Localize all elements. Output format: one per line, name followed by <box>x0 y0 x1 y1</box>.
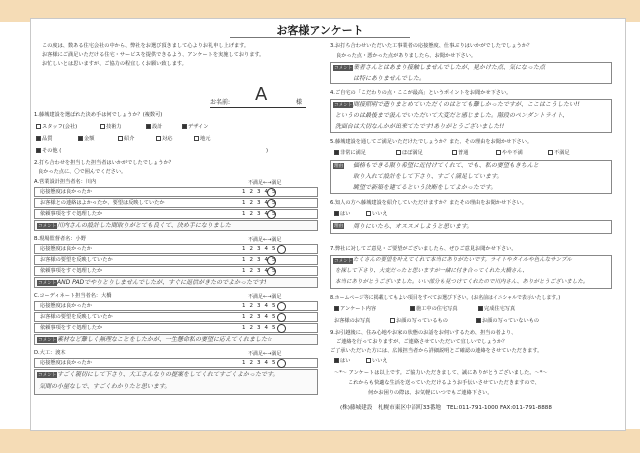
checkbox-icon <box>100 124 105 129</box>
checkbox-checked-icon <box>78 136 83 141</box>
q5-opt-normal[interactable]: 普通 <box>452 150 468 156</box>
selected-circle-icon <box>277 302 286 311</box>
q7-question: 7.弊社に対してご意見・ご要望がございましたら、ぜひご意見お聞かせ下さい。 <box>330 246 517 252</box>
selected-circle-icon <box>267 256 276 265</box>
name-underline <box>210 107 306 108</box>
section-a-scale: 不満足←→満足 <box>248 180 282 186</box>
checkbox-icon <box>366 211 371 216</box>
section-b-person: 小野 <box>75 236 86 242</box>
q5-reason-box: 理由 価格もできる限り希望に近付けてくれて、でも、私の要望もきちんと 取り入れて設計をして下さり、すごく満足しています。 眺望で新築を建てるという決断をしてよかったです。 <box>330 160 612 194</box>
section-b-row-3: 依頼事項をすぐ処理したか 12345 <box>34 266 318 276</box>
section-a-person: 川内 <box>85 179 97 185</box>
name-suffix: 様 <box>296 99 303 106</box>
q8-opt-construction[interactable]: 施工中の住宅写真 <box>410 306 458 312</box>
checkbox-icon <box>194 136 199 141</box>
section-a-label: A.営業設計担当者名： <box>34 179 86 185</box>
checkbox-checked-icon <box>478 306 483 311</box>
q9-opt-no[interactable]: いいえ <box>366 358 388 364</box>
q4-comment-box: コメント 間接照明で造りまとめていただくのはとても難しかったですが、ここはこうしたい!! というのは最後まで汲んでいただいて大変だと感じました。階段のペンダントライト、 洗面台は大切なんかが出来てたです!ありがとうございました!! <box>330 99 612 133</box>
section-c-label: C.コーディネート担当者名： <box>34 293 102 299</box>
q1-other-close: ) <box>266 148 269 154</box>
selected-circle-icon <box>277 324 286 333</box>
checkbox-icon <box>366 358 371 363</box>
q6-reason-box: 理由 周りにいたら、オススメしようと思います。 <box>330 220 612 234</box>
q8-photo-face[interactable]: お顔の写っているもの <box>390 318 448 324</box>
section-d-row-1: 応接態度は良かったか 12345 <box>34 358 318 368</box>
checkbox-checked-icon <box>334 211 339 216</box>
checkbox-icon <box>452 150 457 155</box>
section-c-person: 大橋 <box>101 293 112 299</box>
title-underline <box>230 37 410 38</box>
q1-option-local[interactable]: 地元 <box>194 136 210 142</box>
selected-circle-icon <box>267 267 276 276</box>
checkbox-icon <box>548 150 553 155</box>
q8-photo-noface[interactable]: お顔の写っていないもの <box>476 318 539 324</box>
checkbox-checked-icon <box>182 124 187 129</box>
section-b-row-2: お客様の要望を反映していたか 12345 <box>34 255 318 265</box>
q1-option-price[interactable]: 金額 <box>78 136 94 142</box>
section-b-comment: コメント AND PADでやりとりしませんでしたが、すぐに返信がきたのでよかったです! <box>34 277 318 288</box>
name-value: A <box>255 84 268 105</box>
section-c-comment: コメント 素材など難しく無理なことをしたかが、一生懸命私の要望に応えてくれました☆ <box>34 334 318 345</box>
q6-question: 6.知人の方へ藤城建設を紹介していただけますか？またその理由をお聞かせ下さい。 <box>330 200 527 206</box>
intro-line-2: お客様にご満足いただける住宅・サービスを提供できるよう、アンケートを実施しております。 <box>42 52 265 58</box>
q1-option-quality[interactable]: 品質 <box>36 136 52 142</box>
q5-opt-unsatisfied[interactable]: 不満足 <box>548 150 570 156</box>
q5-opt-very[interactable]: 非常に満足 <box>334 150 366 156</box>
checkbox-icon <box>496 150 501 155</box>
q5-opt-mostly[interactable]: ほぼ満足 <box>396 150 423 156</box>
selected-circle-icon <box>267 188 276 197</box>
q9-opt-yes[interactable]: はい <box>334 358 350 364</box>
q7-comment-box: コメント たくさんの要望を叶えてくれて本当にありがたいです。ライトやタイルや色んなサンプル を探して下さり、大変だったと思いますが一緒に付き合ってくれた大橋さん、 本当にありがとうございました。いい部分も見つけてくれたので川内さん、ありがとうございました。 <box>330 255 612 289</box>
selected-circle-icon <box>277 359 286 368</box>
checkbox-checked-icon <box>334 358 339 363</box>
q1-option-tech[interactable]: 技術力 <box>100 124 122 130</box>
q5-question: 5.藤城建設を通してご満足いただけたでしょうか？また、その理由をお聞かせ下さい。 <box>330 139 533 145</box>
intro-line-3: お忙しいとは思いますが、ご協力の程宜しくお願い致します。 <box>42 61 187 67</box>
page-title: お客様アンケート <box>276 24 364 37</box>
q6-opt-no[interactable]: いいえ <box>366 211 388 217</box>
selected-circle-icon <box>267 199 276 208</box>
section-c-scale: 不満足←→満足 <box>248 294 282 300</box>
q8-opt-completed[interactable]: 完成住宅写真 <box>478 306 515 312</box>
q9-line2: ご連絡を行っておりますが、ご連絡させていただいて宜しいでしょうか？ <box>336 339 508 345</box>
section-c-row-1: 応接態度は良かったか 12345 <box>34 301 318 311</box>
section-b-scale: 不満足←→満足 <box>248 237 282 243</box>
footer-line3: 何かお困りの際は、お気軽にいつでもご連絡下さい。 <box>368 390 493 396</box>
q4-question: 4.ご自宅の「こだわりの点・ここが最高」というポイントをお聞かせ下さい。 <box>330 90 512 96</box>
q1-option-style[interactable]: デザイン <box>182 124 208 130</box>
selected-circle-icon <box>277 245 286 254</box>
section-b-row-1: 応接態度は良かったか 12345 <box>34 244 318 254</box>
q8-photo-label: お客様のお写真 <box>334 318 371 324</box>
section-d-label: D.大工： <box>34 350 56 356</box>
q1-option-design[interactable]: 設計 <box>146 124 162 130</box>
checkbox-icon <box>118 136 123 141</box>
checkbox-checked-icon <box>36 148 41 153</box>
q3-comment-box: コメント 業者さんとはあまり接触しませんでしたが、見かけた点、気になった点 は特にありませんでした。 <box>330 62 612 84</box>
q2-question: 2.打ち合わせを担当した担当者はいかがでしたでしょうか？ <box>34 160 174 166</box>
footer-line2: これからも快適な生活を送っていただけるようお手伝いさせていただきますので、 <box>348 380 540 386</box>
bottom-band <box>0 429 640 453</box>
section-a-row-2: お客様との連絡はよかったか、要望は反映していたか 12345 <box>34 198 318 208</box>
section-a-comment: コメント 川内さんの設計した間取りがとても良くて、決め手になりました <box>34 220 318 231</box>
checkbox-icon <box>390 318 395 323</box>
footer-company-info: (株)藤城建設 札幌市東区中沼町33番地 TEL:011-791-1000 FAX:011-791-8888 <box>340 405 552 411</box>
section-b-label: B.現場監督者名： <box>34 236 76 242</box>
checkbox-icon <box>156 136 161 141</box>
checkbox-checked-icon <box>334 306 339 311</box>
section-c-row-2: お客様の要望を反映していたか 12345 <box>34 312 318 322</box>
q8-question: 8.ホームページ等に掲載してもよい項目をすべてお選び下さい。(お名前はイニシャルで表示いたします。) <box>330 295 561 301</box>
checkbox-icon <box>396 150 401 155</box>
q1-option-referral[interactable]: 紹介 <box>118 136 134 142</box>
q2-instruction: 良かった点に、〇で囲んでください。 <box>38 169 127 175</box>
intro-line-1: この度は、数ある住宅会社の中から、弊社をお選び頂きまして心よりお礼申し上げます。 <box>42 43 250 49</box>
checkbox-checked-icon <box>146 124 151 129</box>
footer-thanks: ～*～ アンケートは以上です。ご協力いただきまして、誠にありがとうございました。～*～ <box>334 370 548 376</box>
q3-sub: 良かった点・悪かった点がありましたら、お聞かせ下さい。 <box>336 53 477 59</box>
selected-circle-icon <box>267 210 276 219</box>
checkbox-checked-icon <box>476 318 481 323</box>
q1-option-service[interactable]: 対応 <box>156 136 172 142</box>
selected-circle-icon <box>277 313 286 322</box>
checkbox-icon <box>36 124 41 129</box>
q5-opt-slightly[interactable]: やや不満 <box>496 150 523 156</box>
q1-option-other[interactable]: その他 ( <box>36 148 61 154</box>
section-d-person: 渡木 <box>55 350 66 356</box>
checkbox-checked-icon <box>334 150 339 155</box>
q8-opt-survey[interactable]: アンケート内容 <box>334 306 376 312</box>
checkbox-checked-icon <box>36 136 41 141</box>
section-d-scale: 不満足←→満足 <box>248 351 282 357</box>
section-a-row-3: 依頼事項をすぐ処理したか 12345 <box>34 209 318 219</box>
q3-question: 3.お打ち合わせいただいた工事業者の応接態度、仕事ぶりはいかがでしたでしょうか？ <box>330 43 533 49</box>
q1-question: 1.藤城建設を選ばれた決め手は何でしょうか？(複数可) <box>34 112 163 118</box>
name-label: お名前: <box>210 99 231 106</box>
q1-option-staff[interactable]: スタッフ(会社) <box>36 124 77 130</box>
section-c-row-3: 依頼事項をすぐ処理したか 12345 <box>34 323 318 333</box>
section-a-row-1: 応接態度は良かったか 12345 <box>34 187 318 197</box>
checkbox-checked-icon <box>410 306 415 311</box>
section-d-comment: コメント すごく親切にして下さり、大工さんなりの提案をしてくれてすごくよかったです。 気間の小屋なしで、すごくわかりたと思います。 <box>34 369 318 395</box>
q9-question: 9.お引越後に、住み心地やお家の状態のお話をお伺いするため、担当の者より、 <box>330 330 517 336</box>
q9-line3: ご了承いただいた方には、広報担当者から詳細説明とご確認の連絡をさせていただきます。 <box>330 348 543 354</box>
q6-opt-yes[interactable]: はい <box>334 211 350 217</box>
